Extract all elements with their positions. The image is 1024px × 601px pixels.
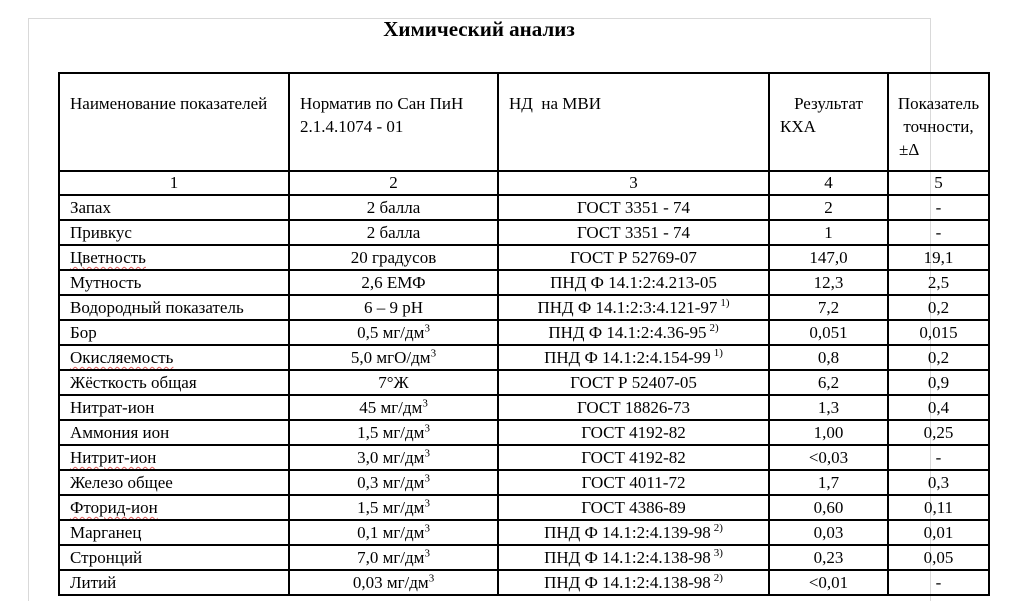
chemical-analysis-table (58, 72, 990, 596)
accuracy-value-cell: 0,01 (888, 520, 989, 545)
indicator-name: Жёсткость общая (70, 373, 197, 392)
accuracy-value-cell: 19,1 (888, 245, 989, 270)
nd-method-cell (498, 345, 769, 370)
indicator-name: Запах (70, 198, 111, 217)
norm-value: 20 градусов (350, 248, 437, 267)
nd-method-cell (498, 395, 769, 420)
norm-superscript: 3 (424, 422, 430, 435)
indicator-name-cell (59, 245, 289, 270)
nd-method-cell (498, 195, 769, 220)
table-body (59, 195, 989, 595)
accuracy-value-cell: 0,4 (888, 395, 989, 420)
norm-value-cell (289, 520, 498, 545)
header-accuracy (888, 73, 989, 171)
norm-superscript: 3 (428, 572, 435, 585)
column-number: 2 (289, 171, 498, 195)
nd-method-cell (498, 495, 769, 520)
header-label: НД на МВИ (509, 94, 601, 113)
table-row (59, 420, 989, 445)
norm-superscript: 3 (424, 472, 430, 485)
table-row (59, 545, 989, 570)
norm-value: 0,1 мг/дм (357, 523, 425, 542)
result-value-cell: 0,60 (769, 495, 888, 520)
norm-superscript: 3 (422, 397, 428, 410)
indicator-name: Привкус (70, 223, 132, 242)
header-label: Результат (794, 94, 863, 113)
header-indicator-name (59, 73, 289, 171)
norm-value-cell (289, 270, 498, 295)
indicator-name-cell (59, 395, 289, 420)
norm-value-cell (289, 345, 498, 370)
table-row (59, 570, 989, 595)
accuracy-value-cell: 0,015 (888, 320, 989, 345)
result-value-cell: 2 (769, 195, 888, 220)
nd-method-cell (498, 520, 769, 545)
norm-superscript: 3 (424, 322, 430, 335)
table-row (59, 520, 989, 545)
result-value-cell: 1 (769, 220, 888, 245)
nd-method-cell (498, 295, 769, 320)
nd-method-cell (498, 445, 769, 470)
indicator-name: Фторид-ион (70, 498, 158, 517)
header-nd-mvi (498, 73, 769, 171)
nd-method-cell (498, 420, 769, 445)
indicator-name: Аммония ион (70, 423, 170, 442)
norm-value: 7°Ж (378, 373, 409, 392)
table-row (59, 395, 989, 420)
norm-value-cell (289, 370, 498, 395)
nd-method: ПНД Ф 14.1:2:4.138-98 (544, 548, 711, 567)
result-value-cell: 147,0 (769, 245, 888, 270)
indicator-name: Мутность (70, 273, 142, 292)
accuracy-value-cell: 0,3 (888, 470, 989, 495)
norm-value-cell (289, 220, 498, 245)
nd-method-cell (498, 320, 769, 345)
nd-method-cell (498, 470, 769, 495)
result-value-cell: 0,051 (769, 320, 888, 345)
table-row (59, 370, 989, 395)
indicator-name-cell (59, 270, 289, 295)
indicator-name: Железо общее (70, 473, 173, 492)
accuracy-value-cell: - (888, 195, 989, 220)
norm-superscript: 3 (424, 547, 430, 560)
nd-method: ПНД Ф 14.1:2:4.154-99 (544, 348, 711, 367)
accuracy-value-cell: 0,2 (888, 345, 989, 370)
indicator-name-cell (59, 195, 289, 220)
nd-method-cell (498, 570, 769, 595)
norm-value: 1,5 мг/дм (357, 423, 425, 442)
norm-value: 0,5 мг/дм (357, 323, 425, 342)
norm-value-cell (289, 295, 498, 320)
indicator-name-cell (59, 545, 289, 570)
nd-method-cell (498, 245, 769, 270)
nd-method: ГОСТ 18826-73 (576, 398, 691, 417)
norm-value-cell (289, 395, 498, 420)
indicator-name-cell (59, 520, 289, 545)
result-value-cell: 1,00 (769, 420, 888, 445)
norm-value: 6 – 9 pH (363, 298, 424, 317)
result-value-cell: 1,3 (769, 395, 888, 420)
indicator-name: Нитрит-ион (70, 448, 157, 467)
table-row (59, 220, 989, 245)
table-header-row (59, 73, 989, 171)
indicator-name-cell (59, 295, 289, 320)
norm-value: 1,5 мг/дм (357, 498, 425, 517)
indicator-name: Окисляемость (70, 348, 174, 367)
table-row (59, 445, 989, 470)
page-title: Химический анализ (383, 17, 575, 41)
result-value-cell: <0,03 (769, 445, 888, 470)
result-value-cell: 12,3 (769, 270, 888, 295)
accuracy-value-cell: - (888, 220, 989, 245)
nd-footnote-superscript: 1) (720, 297, 730, 310)
accuracy-value-cell: 0,25 (888, 420, 989, 445)
nd-method: ГОСТ 4386-89 (581, 498, 686, 517)
header-norm-sanpin (289, 73, 498, 171)
header-label: Норматив по Сан ПиН (300, 94, 464, 113)
nd-method-cell (498, 545, 769, 570)
norm-superscript: 3 (424, 497, 430, 510)
accuracy-value-cell: 0,2 (888, 295, 989, 320)
norm-value-cell (289, 570, 498, 595)
result-value-cell: 6,2 (769, 370, 888, 395)
norm-value-cell (289, 420, 498, 445)
indicator-name-cell (59, 220, 289, 245)
norm-value: 5,0 мгО/дм (350, 348, 431, 367)
nd-method: ГОСТ 4192-82 (581, 448, 686, 467)
nd-method: ГОСТ 4011-72 (581, 473, 686, 492)
nd-footnote-superscript: 2) (713, 522, 723, 535)
header-label: Наименование показателей (70, 94, 268, 113)
nd-method: ГОСТ Р 52769-07 (570, 248, 697, 267)
norm-value: 0,3 мг/дм (357, 473, 425, 492)
result-value-cell: 1,7 (769, 470, 888, 495)
nd-method-cell (498, 370, 769, 395)
norm-value: 2,6 ЕМФ (361, 273, 426, 292)
norm-superscript: 3 (424, 522, 430, 535)
nd-method: ГОСТ 3351 - 74 (576, 198, 691, 217)
result-value-cell: 7,2 (769, 295, 888, 320)
result-value-cell: 0,8 (769, 345, 888, 370)
table-row (59, 495, 989, 520)
indicator-name-cell (59, 470, 289, 495)
indicator-name-cell (59, 370, 289, 395)
accuracy-value-cell: - (888, 445, 989, 470)
norm-value: 7,0 мг/дм (357, 548, 425, 567)
table-row (59, 345, 989, 370)
nd-method: ПНД Ф 14.1:2:4.138-98 (544, 573, 711, 592)
column-number: 5 (888, 171, 989, 195)
norm-value-cell (289, 445, 498, 470)
nd-method: ПНД Ф 14.1:2:3:4.121-97 (537, 298, 718, 317)
norm-value-cell (289, 320, 498, 345)
nd-method: ГОСТ 3351 - 74 (576, 223, 691, 242)
norm-value: 2 балла (366, 223, 421, 242)
table-row (59, 470, 989, 495)
nd-method: ГОСТ Р 52407-05 (570, 373, 697, 392)
column-number: 3 (498, 171, 769, 195)
norm-value: 0,03 мг/дм (352, 573, 429, 592)
indicator-name-cell (59, 445, 289, 470)
header-result-kha (769, 73, 888, 171)
result-value-cell: <0,01 (769, 570, 888, 595)
norm-superscript: 3 (430, 347, 437, 360)
column-number: 4 (769, 171, 888, 195)
accuracy-value-cell: 0,05 (888, 545, 989, 570)
norm-value-cell (289, 195, 498, 220)
table-row (59, 195, 989, 220)
header-label: ±Δ (899, 140, 920, 159)
norm-value-cell (289, 470, 498, 495)
norm-value-cell (289, 245, 498, 270)
norm-value: 45 мг/дм (359, 398, 423, 417)
indicator-name: Цветность (70, 248, 146, 267)
nd-footnote-superscript: 3) (713, 547, 723, 560)
accuracy-value-cell: 0,9 (888, 370, 989, 395)
nd-footnote-superscript: 1) (713, 347, 723, 360)
nd-method-cell (498, 220, 769, 245)
nd-method-cell (498, 270, 769, 295)
nd-method: ГОСТ 4192-82 (581, 423, 686, 442)
table-row (59, 295, 989, 320)
indicator-name-cell (59, 345, 289, 370)
norm-value: 2 балла (366, 198, 421, 217)
nd-footnote-superscript: 2) (713, 572, 723, 585)
table-row (59, 245, 989, 270)
header-label: точности, (903, 117, 974, 136)
header-label: 2.1.4.1074 - 01 (300, 117, 404, 136)
nd-method: ПНД Ф 14.1:2:4.139-98 (544, 523, 711, 542)
indicator-name-cell (59, 495, 289, 520)
result-value-cell: 0,23 (769, 545, 888, 570)
accuracy-value-cell: - (888, 570, 989, 595)
nd-method: ПНД Ф 14.1:2:4.213-05 (550, 273, 717, 292)
header-label: Показатель (897, 94, 980, 113)
norm-superscript: 3 (424, 447, 430, 460)
table-row (59, 270, 989, 295)
indicator-name: Стронций (70, 548, 143, 567)
indicator-name-cell (59, 420, 289, 445)
header-label: КХА (780, 117, 816, 136)
indicator-name: Литий (70, 573, 117, 592)
table-row (59, 320, 989, 345)
indicator-name-cell (59, 570, 289, 595)
nd-footnote-superscript: 2) (709, 322, 719, 335)
norm-value-cell (289, 545, 498, 570)
norm-value: 3,0 мг/дм (357, 448, 425, 467)
nd-method: ПНД Ф 14.1:2:4.36-95 (548, 323, 707, 342)
indicator-name: Водородный показатель (70, 298, 244, 317)
accuracy-value-cell: 0,11 (888, 495, 989, 520)
column-number-row (59, 171, 989, 195)
page-margin-guide-left (28, 18, 29, 601)
indicator-name: Нитрат-ион (70, 398, 155, 417)
norm-value-cell (289, 495, 498, 520)
accuracy-value-cell: 2,5 (888, 270, 989, 295)
indicator-name: Марганец (70, 523, 142, 542)
indicator-name-cell (59, 320, 289, 345)
indicator-name: Бор (70, 323, 97, 342)
column-number: 1 (59, 171, 289, 195)
result-value-cell: 0,03 (769, 520, 888, 545)
